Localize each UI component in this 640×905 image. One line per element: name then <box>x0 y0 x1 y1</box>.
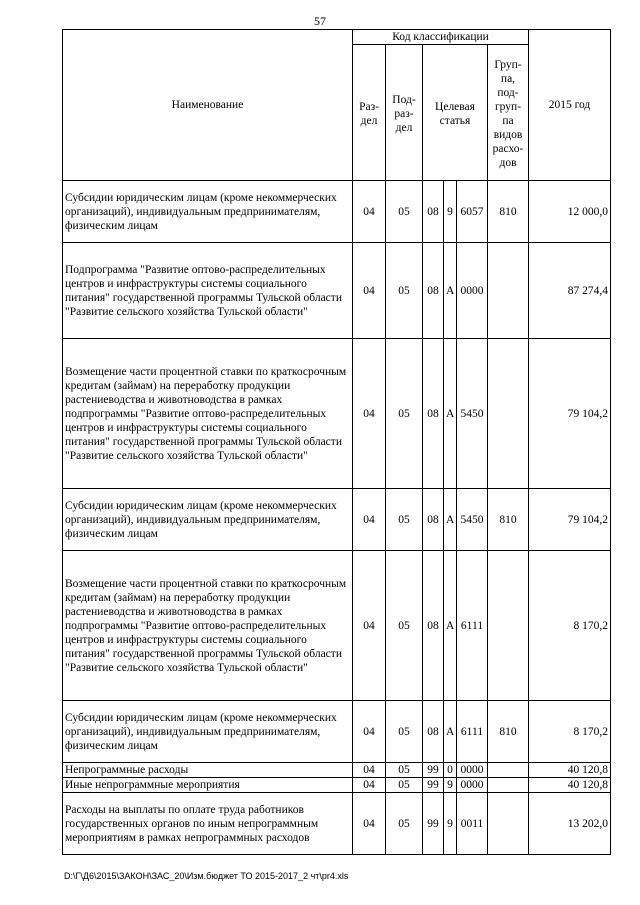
cell-amount: 8 170,2 <box>529 701 611 763</box>
table-row <box>63 763 611 778</box>
cell-amount: 79 104,2 <box>529 339 611 489</box>
cell-amount: 87 274,4 <box>529 243 611 339</box>
cell-cs1: 08 <box>423 243 444 339</box>
cell-pr: 05 <box>386 551 423 701</box>
cell-rz: 04 <box>353 489 386 551</box>
cell-pr: 05 <box>386 778 423 793</box>
header-row-1 <box>63 30 611 45</box>
header-group: Груп-па, под-груп-па видов расхо-дов <box>488 45 529 181</box>
cell-cs3: 6111 <box>457 551 488 701</box>
budget-table <box>62 29 611 855</box>
cell-rz: 04 <box>353 778 386 793</box>
page-number: 57 <box>314 14 326 28</box>
cell-vr: 810 <box>488 701 529 763</box>
cell-cs3: 6111 <box>457 701 488 763</box>
row-name: Подпрограмма "Развитие оптово-распределительных центров и инфраструктуры системы социального питания" государственной программы Тульской области "Развитие сельского хозяйства Тульской области" <box>63 243 353 339</box>
row-name: Субсидии юридическим лицам (кроме некоммерческих организаций), индивидуальным предпринимателям, физическим лицам <box>63 489 353 551</box>
cell-cs2: А <box>444 339 457 489</box>
cell-vr <box>488 778 529 793</box>
row-name: Субсидии юридическим лицам (кроме некоммерческих организаций), индивидуальным предпринимателям, физическим лицам <box>63 701 353 763</box>
cell-rz: 04 <box>353 793 386 855</box>
cell-cs2: 9 <box>444 793 457 855</box>
table-row <box>63 181 611 243</box>
header-podrazdel: Под-раз-дел <box>386 45 423 181</box>
row-name: Непрограммные расходы <box>63 763 353 778</box>
cell-pr: 05 <box>386 181 423 243</box>
cell-pr: 05 <box>386 763 423 778</box>
row-name: Возмещение части процентной ставки по краткосрочным кредитам (займам) на переработку продукции растениеводства и животноводства в рамках подпрограммы "Развитие оптово-распределительных центров и инфраструктуры системы социального питания" государственной программы Тульской области "Развитие сельского хозяйства Тульской области" <box>63 551 353 701</box>
cell-cs1: 99 <box>423 778 444 793</box>
cell-cs3: 0000 <box>457 763 488 778</box>
cell-cs1: 08 <box>423 489 444 551</box>
cell-cs1: 99 <box>423 793 444 855</box>
cell-rz: 04 <box>353 181 386 243</box>
cell-cs2: А <box>444 243 457 339</box>
row-name: Субсидии юридическим лицам (кроме некоммерческих организаций), индивидуальным предпринимателям, физическим лицам <box>63 181 353 243</box>
cell-cs1: 08 <box>423 181 444 243</box>
cell-cs3: 5450 <box>457 489 488 551</box>
cell-pr: 05 <box>386 339 423 489</box>
cell-amount: 40 120,8 <box>529 763 611 778</box>
cell-rz: 04 <box>353 339 386 489</box>
cell-vr <box>488 243 529 339</box>
footer-path: D:\Г\Д6\2015\ЗАКОН\ЗАС_20\Изм.бюджет ТО 2015-2017_2 чт\pr4.xls <box>64 871 349 881</box>
cell-cs3: 0011 <box>457 793 488 855</box>
table-row <box>63 778 611 793</box>
table-row <box>63 489 611 551</box>
cell-cs2: 0 <box>444 763 457 778</box>
cell-vr: 810 <box>488 489 529 551</box>
header-target: Целевая статья <box>423 45 488 181</box>
cell-cs3: 5450 <box>457 339 488 489</box>
row-name: Иные непрограммные мероприятия <box>63 778 353 793</box>
table-row <box>63 243 611 339</box>
cell-pr: 05 <box>386 793 423 855</box>
cell-cs3: 0000 <box>457 243 488 339</box>
header-year: 2015 год <box>529 30 611 181</box>
table-row <box>63 701 611 763</box>
cell-cs1: 08 <box>423 339 444 489</box>
cell-amount: 13 202,0 <box>529 793 611 855</box>
cell-vr: 810 <box>488 181 529 243</box>
cell-cs3: 6057 <box>457 181 488 243</box>
cell-vr <box>488 339 529 489</box>
cell-amount: 8 170,2 <box>529 551 611 701</box>
row-name: Возмещение части процентной ставки по краткосрочным кредитам (займам) на переработку продукции растениеводства и животноводства в рамках подпрограммы "Развитие оптово-распределительных центров и инфраструктуры системы социального питания" государственной программы Тульской области "Развитие сельского хозяйства Тульской области" <box>63 339 353 489</box>
cell-cs1: 08 <box>423 701 444 763</box>
row-name: Расходы на выплаты по оплате труда работников государственных органов по иным непрограммным мероприятиям в рамках непрограммных расходов <box>63 793 353 855</box>
cell-amount: 79 104,2 <box>529 489 611 551</box>
cell-cs2: 9 <box>444 181 457 243</box>
header-code: Код классификации <box>353 30 529 45</box>
header-razdel: Раз-дел <box>353 45 386 181</box>
cell-cs2: А <box>444 551 457 701</box>
cell-cs3: 0000 <box>457 778 488 793</box>
cell-rz: 04 <box>353 763 386 778</box>
cell-amount: 40 120,8 <box>529 778 611 793</box>
cell-cs2: А <box>444 701 457 763</box>
cell-vr <box>488 793 529 855</box>
cell-pr: 05 <box>386 489 423 551</box>
cell-rz: 04 <box>353 243 386 339</box>
cell-pr: 05 <box>386 701 423 763</box>
table-row <box>63 551 611 701</box>
cell-vr <box>488 551 529 701</box>
cell-rz: 04 <box>353 551 386 701</box>
cell-rz: 04 <box>353 701 386 763</box>
header-name: Наименование <box>63 30 353 181</box>
cell-cs2: А <box>444 489 457 551</box>
table-row <box>63 339 611 489</box>
cell-vr <box>488 763 529 778</box>
cell-amount: 12 000,0 <box>529 181 611 243</box>
cell-cs1: 08 <box>423 551 444 701</box>
cell-cs1: 99 <box>423 763 444 778</box>
table-row <box>63 793 611 855</box>
cell-cs2: 9 <box>444 778 457 793</box>
cell-pr: 05 <box>386 243 423 339</box>
